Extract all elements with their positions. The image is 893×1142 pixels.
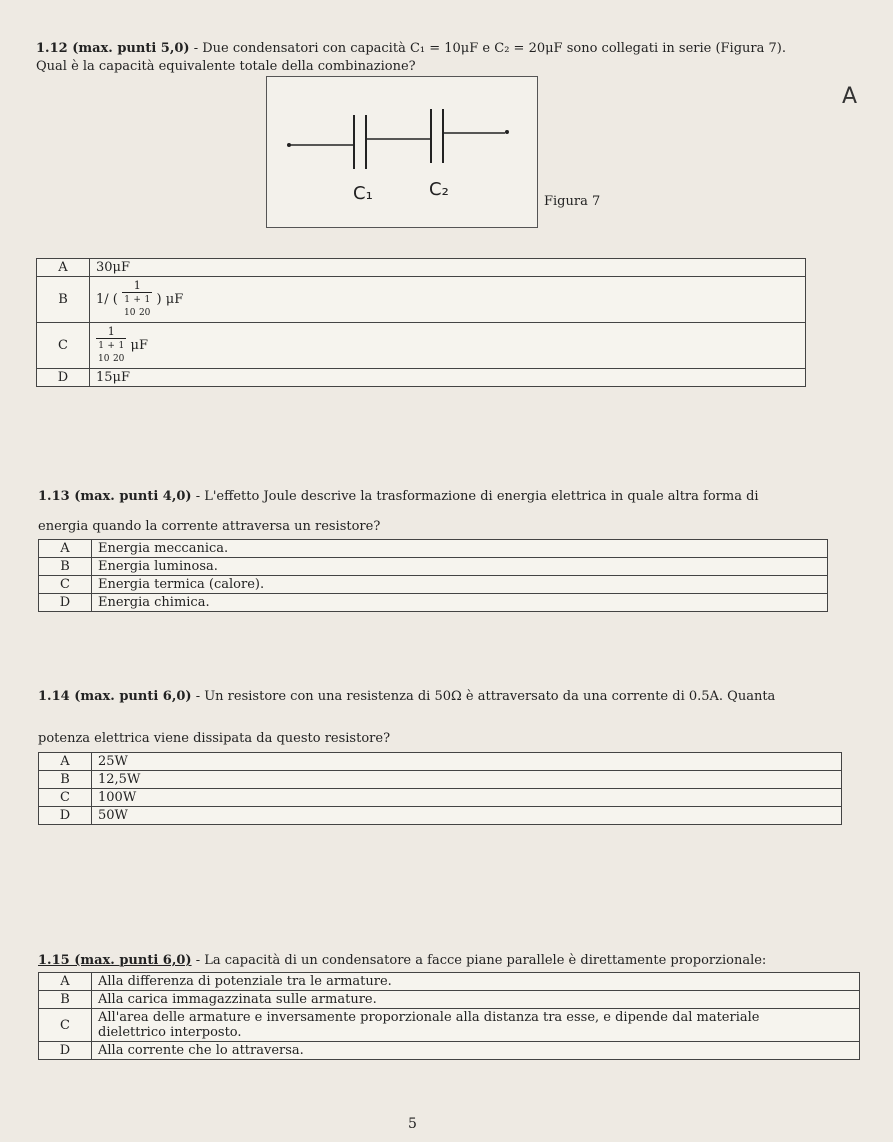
option-text: Energia meccanica. (92, 540, 828, 558)
fraction-numerator: 1 (122, 280, 152, 293)
option-letter: C (39, 789, 92, 807)
option-letter: B (39, 558, 92, 576)
figure-label-c2: C₂ (429, 179, 449, 200)
den-a-under: 10 (124, 308, 136, 318)
den-b: 1 (118, 341, 125, 351)
formula-suffix: ) μF (156, 292, 184, 307)
option-text: Alla differenza di potenziale tra le armature. (92, 973, 860, 991)
option-text: 30μF (90, 259, 806, 277)
figure-label-c1: C₁ (353, 183, 373, 204)
q114-text-1: - Un resistore con una resistenza di 50Ω è attraversato da una corrente di 0.5A. Quanta (191, 689, 776, 704)
option-letter: C (37, 323, 90, 369)
fraction-denominator: 1 + 1 10 20 (124, 295, 151, 318)
q113-number: 1.13 (max. punti 4,0) (38, 489, 192, 504)
q114-header (38, 688, 775, 705)
option-text-cont: dielettrico interposto. (98, 1025, 242, 1040)
q112-text-1: - Due condensatori con capacità (189, 41, 410, 56)
option-letter: D (39, 1042, 92, 1060)
option-text: 25W (92, 753, 842, 771)
option-row[interactable] (39, 789, 842, 807)
q115-header (38, 952, 766, 969)
option-text: Alla corrente che lo attraversa. (92, 1042, 860, 1060)
option-row[interactable] (39, 973, 860, 991)
option-row[interactable] (39, 991, 860, 1009)
option-row[interactable] (37, 277, 806, 323)
den-a: 1 (98, 341, 104, 351)
fraction-numerator: 1 (96, 326, 126, 339)
q112-header (36, 40, 786, 57)
option-row[interactable] (39, 807, 842, 825)
q113-options (38, 539, 828, 612)
fraction-denominator: 1 + 1 10 20 (98, 341, 125, 364)
option-letter: B (39, 991, 92, 1009)
q114-options (38, 752, 842, 825)
q112-c1: C₁ = 10μF (409, 41, 479, 56)
den-b-under: 20 (138, 308, 151, 318)
q113-line2: energia quando la corrente attraversa un resistore? (38, 519, 381, 534)
option-row[interactable] (37, 369, 806, 387)
option-text-multiline (92, 1009, 860, 1042)
option-letter: A (39, 753, 92, 771)
option-formula (90, 323, 806, 369)
option-letter: C (39, 576, 92, 594)
option-row[interactable] (39, 753, 842, 771)
option-row[interactable] (39, 1042, 860, 1060)
option-text: All'area delle armature e inversamente proporzionale alla distanza tra esse, e dipende dal materiale (98, 1010, 760, 1025)
option-row[interactable] (39, 771, 842, 789)
option-text: 50W (92, 807, 842, 825)
formula-fraction (96, 326, 126, 365)
q113-text-1: - L'effetto Joule descrive la trasformazione di energia elettrica in quale altra forma di (191, 489, 759, 504)
option-letter: D (39, 807, 92, 825)
figure-7 (266, 76, 538, 228)
option-row[interactable] (39, 540, 828, 558)
option-letter: B (37, 277, 90, 323)
option-row[interactable] (39, 1009, 860, 1042)
q112-line2: Qual è la capacità equivalente totale della combinazione? (36, 59, 416, 74)
formula-fraction (122, 280, 152, 319)
den-b: 1 (144, 295, 151, 305)
option-text: Energia termica (calore). (92, 576, 828, 594)
den-b-under: 20 (112, 354, 125, 364)
q112-and: e (478, 41, 495, 56)
option-row[interactable] (39, 594, 828, 612)
figure-caption: Figura 7 (544, 194, 601, 209)
option-text: 12,5W (92, 771, 842, 789)
q115-options (38, 972, 860, 1060)
series-capacitor-diagram (267, 77, 537, 227)
option-row[interactable] (39, 558, 828, 576)
q115-text-1: - La capacità di un condensatore a facce piane parallele è direttamente proporzionale: (191, 953, 767, 968)
option-text: 100W (92, 789, 842, 807)
margin-mark: A (842, 84, 858, 109)
option-text: Energia chimica. (92, 594, 828, 612)
option-text: Alla carica immagazzinata sulle armature. (92, 991, 860, 1009)
q112-c2: C₂ = 20μF (494, 41, 563, 56)
option-text: Energia luminosa. (92, 558, 828, 576)
den-a: 1 (124, 295, 130, 305)
option-letter: D (39, 594, 92, 612)
q115-number: 1.15 (max. punti 6,0) (38, 953, 192, 968)
option-letter: C (39, 1009, 92, 1042)
option-letter: B (39, 771, 92, 789)
option-letter: A (39, 973, 92, 991)
formula-prefix: 1/ ( (96, 292, 118, 307)
page-number: 5 (408, 1116, 417, 1132)
q114-line2: potenza elettrica viene dissipata da questo resistore? (38, 731, 391, 746)
q112-text-2: sono collegati in serie (Figura 7). (562, 41, 786, 56)
option-letter: A (37, 259, 90, 277)
option-row[interactable] (39, 576, 828, 594)
option-letter: A (39, 540, 92, 558)
option-text: 15μF (90, 369, 806, 387)
q112-number: 1.12 (max. punti 5,0) (36, 41, 190, 56)
q112-options (36, 258, 806, 387)
option-letter: D (37, 369, 90, 387)
q113-header (38, 488, 759, 505)
den-a-under: 10 (98, 354, 110, 364)
formula-suffix: μF (130, 338, 149, 353)
option-formula (90, 277, 806, 323)
option-row[interactable] (37, 323, 806, 369)
option-row[interactable] (37, 259, 806, 277)
q114-number: 1.14 (max. punti 6,0) (38, 689, 192, 704)
